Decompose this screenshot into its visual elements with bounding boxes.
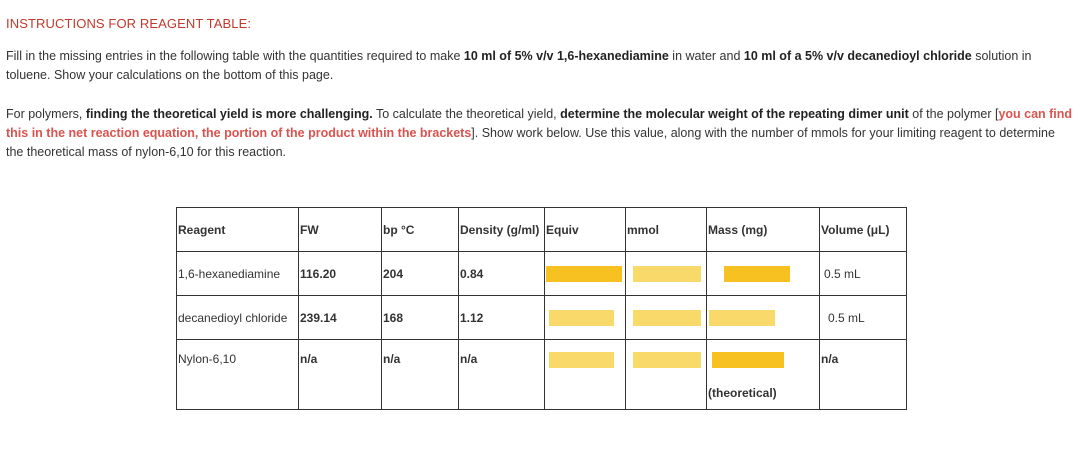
para2-text-3: of the polymer [ [908,107,999,121]
cell-density: 0.84 [459,252,545,296]
blank-mmol[interactable] [633,266,701,282]
theoretical-label: (theoretical) [708,386,777,400]
para2-bold-1: finding the theoretical yield is more challenging. [85,107,373,121]
cell-bp: 168 [382,296,459,340]
header-equiv: Equiv [545,208,626,252]
header-bp: bp °C [382,208,459,252]
blank-mass[interactable] [712,352,784,368]
cell-density: 1.12 [459,296,545,340]
cell-mmol[interactable] [626,296,707,340]
para1-text-1: Fill in the missing entries in the following table with the quantities required to make [6,49,464,63]
blank-mmol[interactable] [633,352,701,368]
instructions-paragraph-1 [6,47,1074,85]
blank-mass[interactable] [724,266,790,282]
cell-reagent: Nylon-6,10 [177,340,299,410]
cell-mass[interactable] [707,340,820,410]
table-row [177,340,907,410]
cell-reagent: 1,6-hexanediamine [177,252,299,296]
reagent-table [176,207,907,410]
para1-text-2: in water and [668,49,744,63]
cell-reagent: decanedioyl chloride [177,296,299,340]
instructions-paragraph-2 [6,105,1074,162]
para2-highlight: you can find this in the net reaction equation, the portion of the product within the brackets [6,107,1073,140]
blank-mass[interactable] [709,310,775,326]
cell-volume: 0.5 mL [820,296,907,340]
para1-text-3: solution in toluene. Show your calculations on the bottom of this page. [6,49,1032,82]
cell-mass[interactable] [707,296,820,340]
cell-volume: 0.5 mL [820,252,907,296]
blank-equiv[interactable] [546,266,622,282]
header-density: Density (g/ml) [459,208,545,252]
header-reagent: Reagent [177,208,299,252]
cell-bp: n/a [382,340,459,410]
cell-mass[interactable] [707,252,820,296]
para2-bold-2: determine the molecular weight of the repeating dimer unit [560,107,909,121]
header-fw: FW [299,208,382,252]
header-mass: Mass (mg) [707,208,820,252]
cell-equiv[interactable] [545,296,626,340]
blank-equiv[interactable] [549,310,614,326]
cell-fw: n/a [299,340,382,410]
para2-text-4: ]. Show work below. Use this value, along with the number of mmols for your limiting reagent to determine the theoretical mass of nylon-6,10 for this reaction. [6,126,1055,159]
table-row [177,252,907,296]
blank-mmol[interactable] [633,310,701,326]
cell-fw: 116.20 [299,252,382,296]
cell-equiv[interactable] [545,340,626,410]
blank-equiv[interactable] [549,352,614,368]
header-mmol: mmol [626,208,707,252]
table-header-row [177,208,907,252]
para2-text-2: To calculate the theoretical yield, [372,107,561,121]
table-row [177,296,907,340]
instructions-heading: INSTRUCTIONS FOR REAGENT TABLE: [6,16,252,31]
cell-mmol[interactable] [626,252,707,296]
cell-volume: n/a [820,340,907,410]
cell-mmol[interactable] [626,340,707,410]
cell-fw: 239.14 [299,296,382,340]
cell-equiv[interactable] [545,252,626,296]
cell-bp: 204 [382,252,459,296]
cell-density: n/a [459,340,545,410]
para1-bold-2: 10 ml of a 5% v/v decanedioyl chloride [743,49,972,63]
para2-text-1: For polymers, [6,107,86,121]
para1-bold-1: 10 ml of 5% v/v 1,6-hexanediamine [463,49,669,63]
header-volume: Volume (μL) [820,208,907,252]
